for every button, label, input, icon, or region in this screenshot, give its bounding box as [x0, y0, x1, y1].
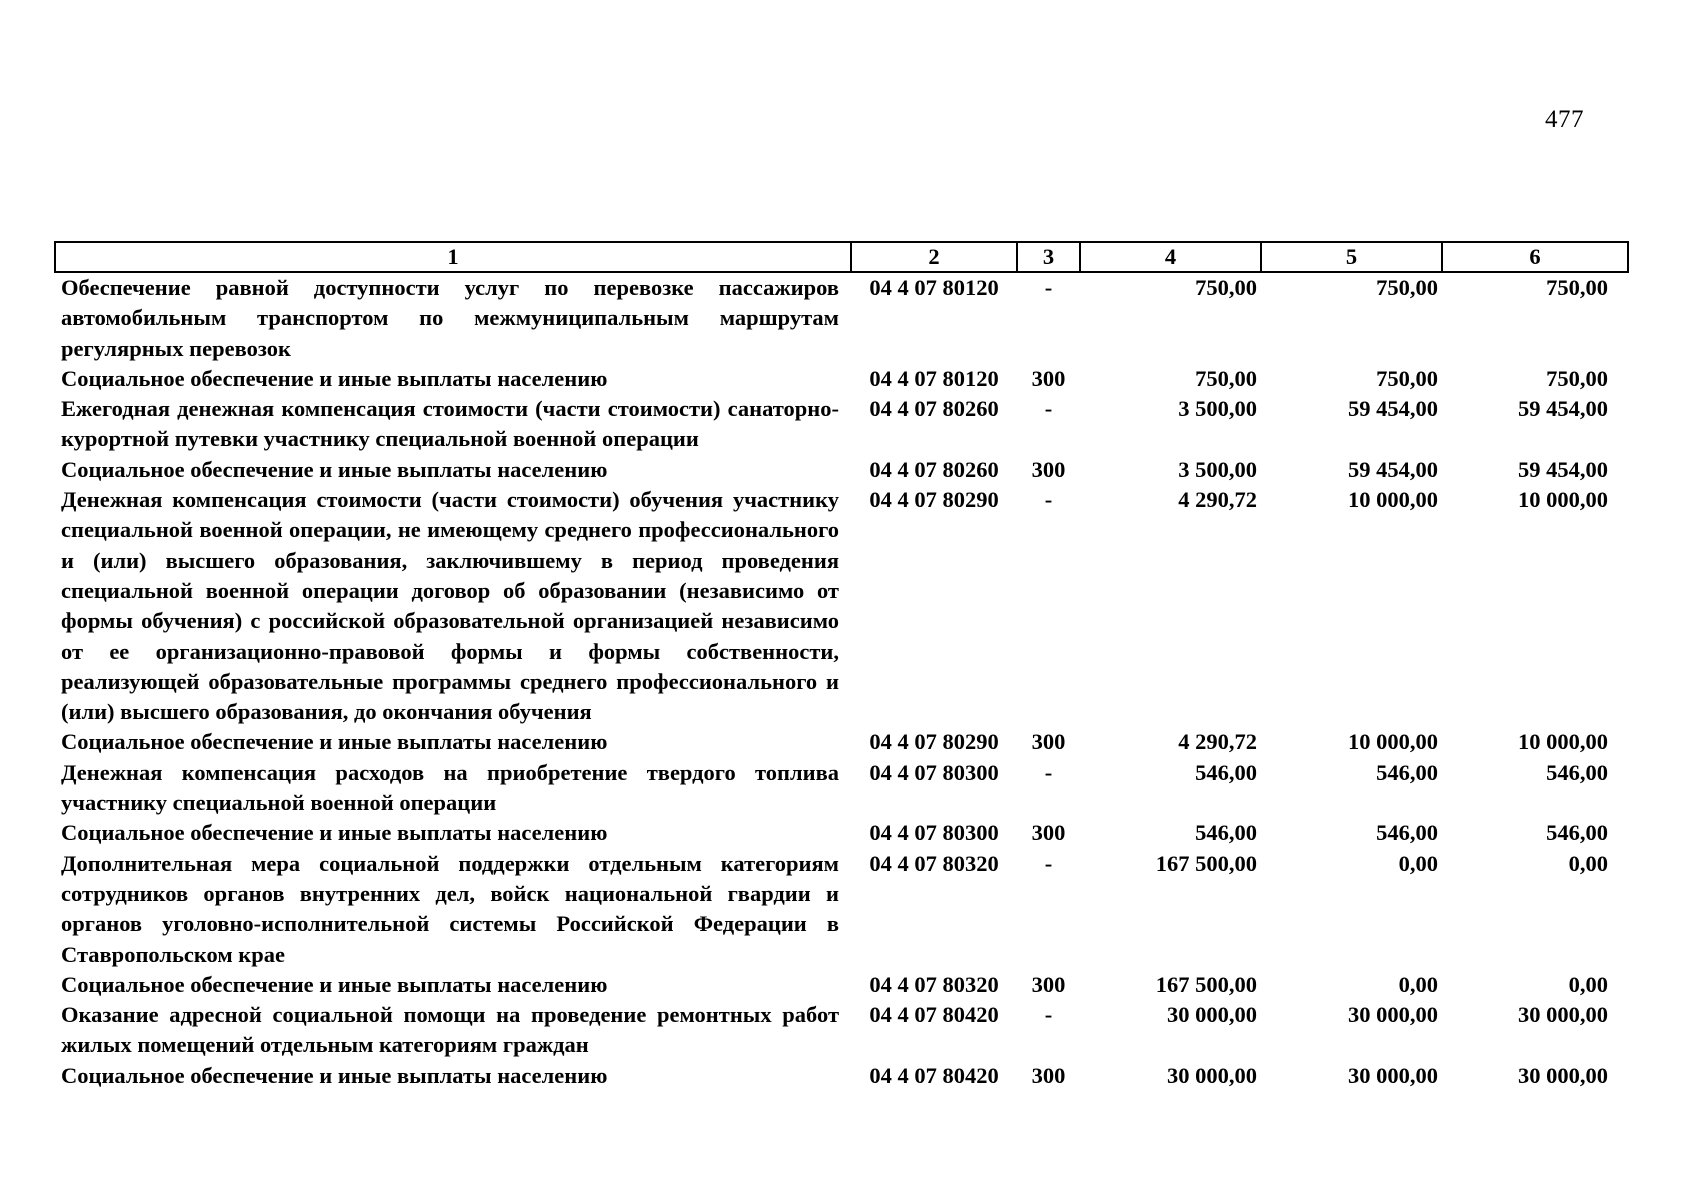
- row-value-col4: 750,00: [1195, 365, 1257, 391]
- row-expense-type: 300: [1031, 971, 1066, 997]
- row-value-col6: 0,00: [1568, 850, 1608, 876]
- row-code: 04 4 07 80300: [869, 820, 999, 846]
- table-row: [55, 758, 1628, 819]
- row-code: 04 4 07 80420: [869, 1002, 999, 1028]
- row-expense-type: 300: [1031, 820, 1066, 846]
- row-description: Социальное обеспечение и иные выплаты населению: [61, 971, 608, 997]
- row-code: 04 4 07 80260: [869, 456, 999, 482]
- row-code: 04 4 07 80290: [869, 487, 999, 513]
- row-value-col5: 10 000,00: [1348, 729, 1438, 755]
- row-value-col5: 546,00: [1376, 820, 1438, 846]
- row-code: 04 4 07 80290: [869, 729, 999, 755]
- row-value-col5: 59 454,00: [1348, 456, 1438, 482]
- row-description: Социальное обеспечение и иные выплаты населению: [61, 1062, 608, 1088]
- row-value-col5: 30 000,00: [1348, 1062, 1438, 1088]
- row-description: Социальное обеспечение и иные выплаты населению: [61, 365, 608, 391]
- row-value-col5: 30 000,00: [1348, 1002, 1438, 1028]
- row-value-col6: 750,00: [1546, 365, 1608, 391]
- row-code: 04 4 07 80120: [869, 275, 999, 300]
- row-value-col6: 59 454,00: [1518, 456, 1608, 482]
- table-row: [55, 455, 1628, 485]
- table-row: [55, 364, 1628, 394]
- row-value-col4: 4 290,72: [1178, 487, 1257, 513]
- row-expense-type: 300: [1031, 365, 1066, 391]
- row-code: 04 4 07 80320: [869, 971, 999, 997]
- row-value-col6: 30 000,00: [1518, 1002, 1608, 1028]
- row-value-col4: 30 000,00: [1167, 1062, 1257, 1088]
- row-code: 04 4 07 80320: [869, 850, 999, 876]
- row-code: 04 4 07 80300: [869, 759, 999, 785]
- table-row: [55, 1000, 1628, 1061]
- table-row: [55, 1061, 1628, 1091]
- budget-table: [54, 241, 1629, 1091]
- row-value-col5: 546,00: [1376, 759, 1438, 785]
- column-header-1: 1: [55, 242, 851, 272]
- row-expense-type: -: [1044, 487, 1053, 513]
- row-value-col4: 167 500,00: [1155, 850, 1257, 876]
- row-description: Оказание адресной социальной помощи на проведение ремонтных работ жилых помещений отдельным категориям граждан: [61, 1002, 839, 1058]
- row-code: 04 4 07 80120: [869, 365, 999, 391]
- row-code: 04 4 07 80420: [869, 1062, 999, 1088]
- table-row: [55, 394, 1628, 455]
- row-value-col5: 750,00: [1376, 365, 1438, 391]
- row-description: Социальное обеспечение и иные выплаты населению: [61, 729, 608, 755]
- row-expense-type: -: [1044, 850, 1053, 876]
- column-header-5: 5: [1261, 242, 1442, 272]
- table-row: [55, 727, 1628, 757]
- row-value-col6: 30 000,00: [1518, 1062, 1608, 1088]
- row-description: Дополнительная мера социальной поддержки отдельным категориям сотрудников органов внутренних дел, войск национальной гвардии и органов уголовно-исполнительной системы Российской Федерации в Ставропольском крае: [61, 850, 839, 967]
- row-value-col4: 4 290,72: [1178, 729, 1257, 755]
- row-description: Денежная компенсация расходов на приобретение твердого топлива участнику специальной военной операции: [61, 759, 839, 816]
- row-value-col6: 546,00: [1546, 759, 1608, 785]
- page-number: 477: [1545, 106, 1584, 133]
- row-value-col4: 750,00: [1195, 275, 1257, 300]
- column-header-6: 6: [1442, 242, 1628, 272]
- row-description: Социальное обеспечение и иные выплаты населению: [61, 820, 608, 846]
- header-row: [55, 242, 1628, 272]
- row-value-col4: 3 500,00: [1178, 396, 1257, 422]
- column-header-2: 2: [851, 242, 1017, 272]
- row-expense-type: 300: [1031, 456, 1066, 482]
- row-value-col5: 0,00: [1398, 850, 1438, 876]
- row-value-col5: 10 000,00: [1348, 487, 1438, 513]
- table-row: [55, 849, 1628, 970]
- row-expense-type: 300: [1031, 1062, 1066, 1088]
- row-description: Социальное обеспечение и иные выплаты населению: [61, 456, 608, 482]
- row-value-col4: 3 500,00: [1178, 456, 1257, 482]
- row-value-col6: 0,00: [1568, 971, 1608, 997]
- row-value-col5: 750,00: [1376, 275, 1438, 300]
- table-row: [55, 818, 1628, 848]
- row-value-col6: 750,00: [1546, 275, 1608, 300]
- row-value-col5: 59 454,00: [1348, 396, 1438, 422]
- row-value-col4: 546,00: [1195, 820, 1257, 846]
- table-row: [55, 970, 1628, 1000]
- row-description: Обеспечение равной доступности услуг по перевозке пассажиров автомобильным транспортом по межмуниципальным маршрутам регулярных перевозок: [61, 275, 839, 361]
- table-row: [55, 485, 1628, 727]
- row-value-col4: 546,00: [1195, 759, 1257, 785]
- row-description: Денежная компенсация стоимости (части стоимости) обучения участнику специальной военной операции, не имеющему среднего профессионального и (или) высшего образования, заключившему в период проведения специальной военной операции договор об образовании (независимо от формы обучения) с российской образовательной организацией независимо от ее организационно-правовой формы и формы собственности, реализующей образовательные программы среднего профессионального и (или) высшего образования, до окончания обучения: [61, 487, 839, 725]
- table-row: [55, 272, 1628, 364]
- row-value-col5: 0,00: [1398, 971, 1438, 997]
- row-expense-type: -: [1044, 1002, 1053, 1028]
- row-value-col6: 59 454,00: [1518, 396, 1608, 422]
- row-value-col6: 546,00: [1546, 820, 1608, 846]
- row-code: 04 4 07 80260: [869, 396, 999, 422]
- column-header-4: 4: [1080, 242, 1261, 272]
- row-expense-type: 300: [1031, 729, 1066, 755]
- row-expense-type: -: [1044, 759, 1053, 785]
- row-expense-type: -: [1044, 396, 1053, 422]
- row-value-col6: 10 000,00: [1518, 729, 1608, 755]
- row-value-col4: 167 500,00: [1155, 971, 1257, 997]
- column-header-3: 3: [1017, 242, 1080, 272]
- row-value-col4: 30 000,00: [1167, 1002, 1257, 1028]
- row-value-col6: 10 000,00: [1518, 487, 1608, 513]
- row-expense-type: -: [1044, 275, 1053, 300]
- row-description: Ежегодная денежная компенсация стоимости (части стоимости) санаторно-курортной путевки участнику специальной военной операции: [61, 396, 839, 452]
